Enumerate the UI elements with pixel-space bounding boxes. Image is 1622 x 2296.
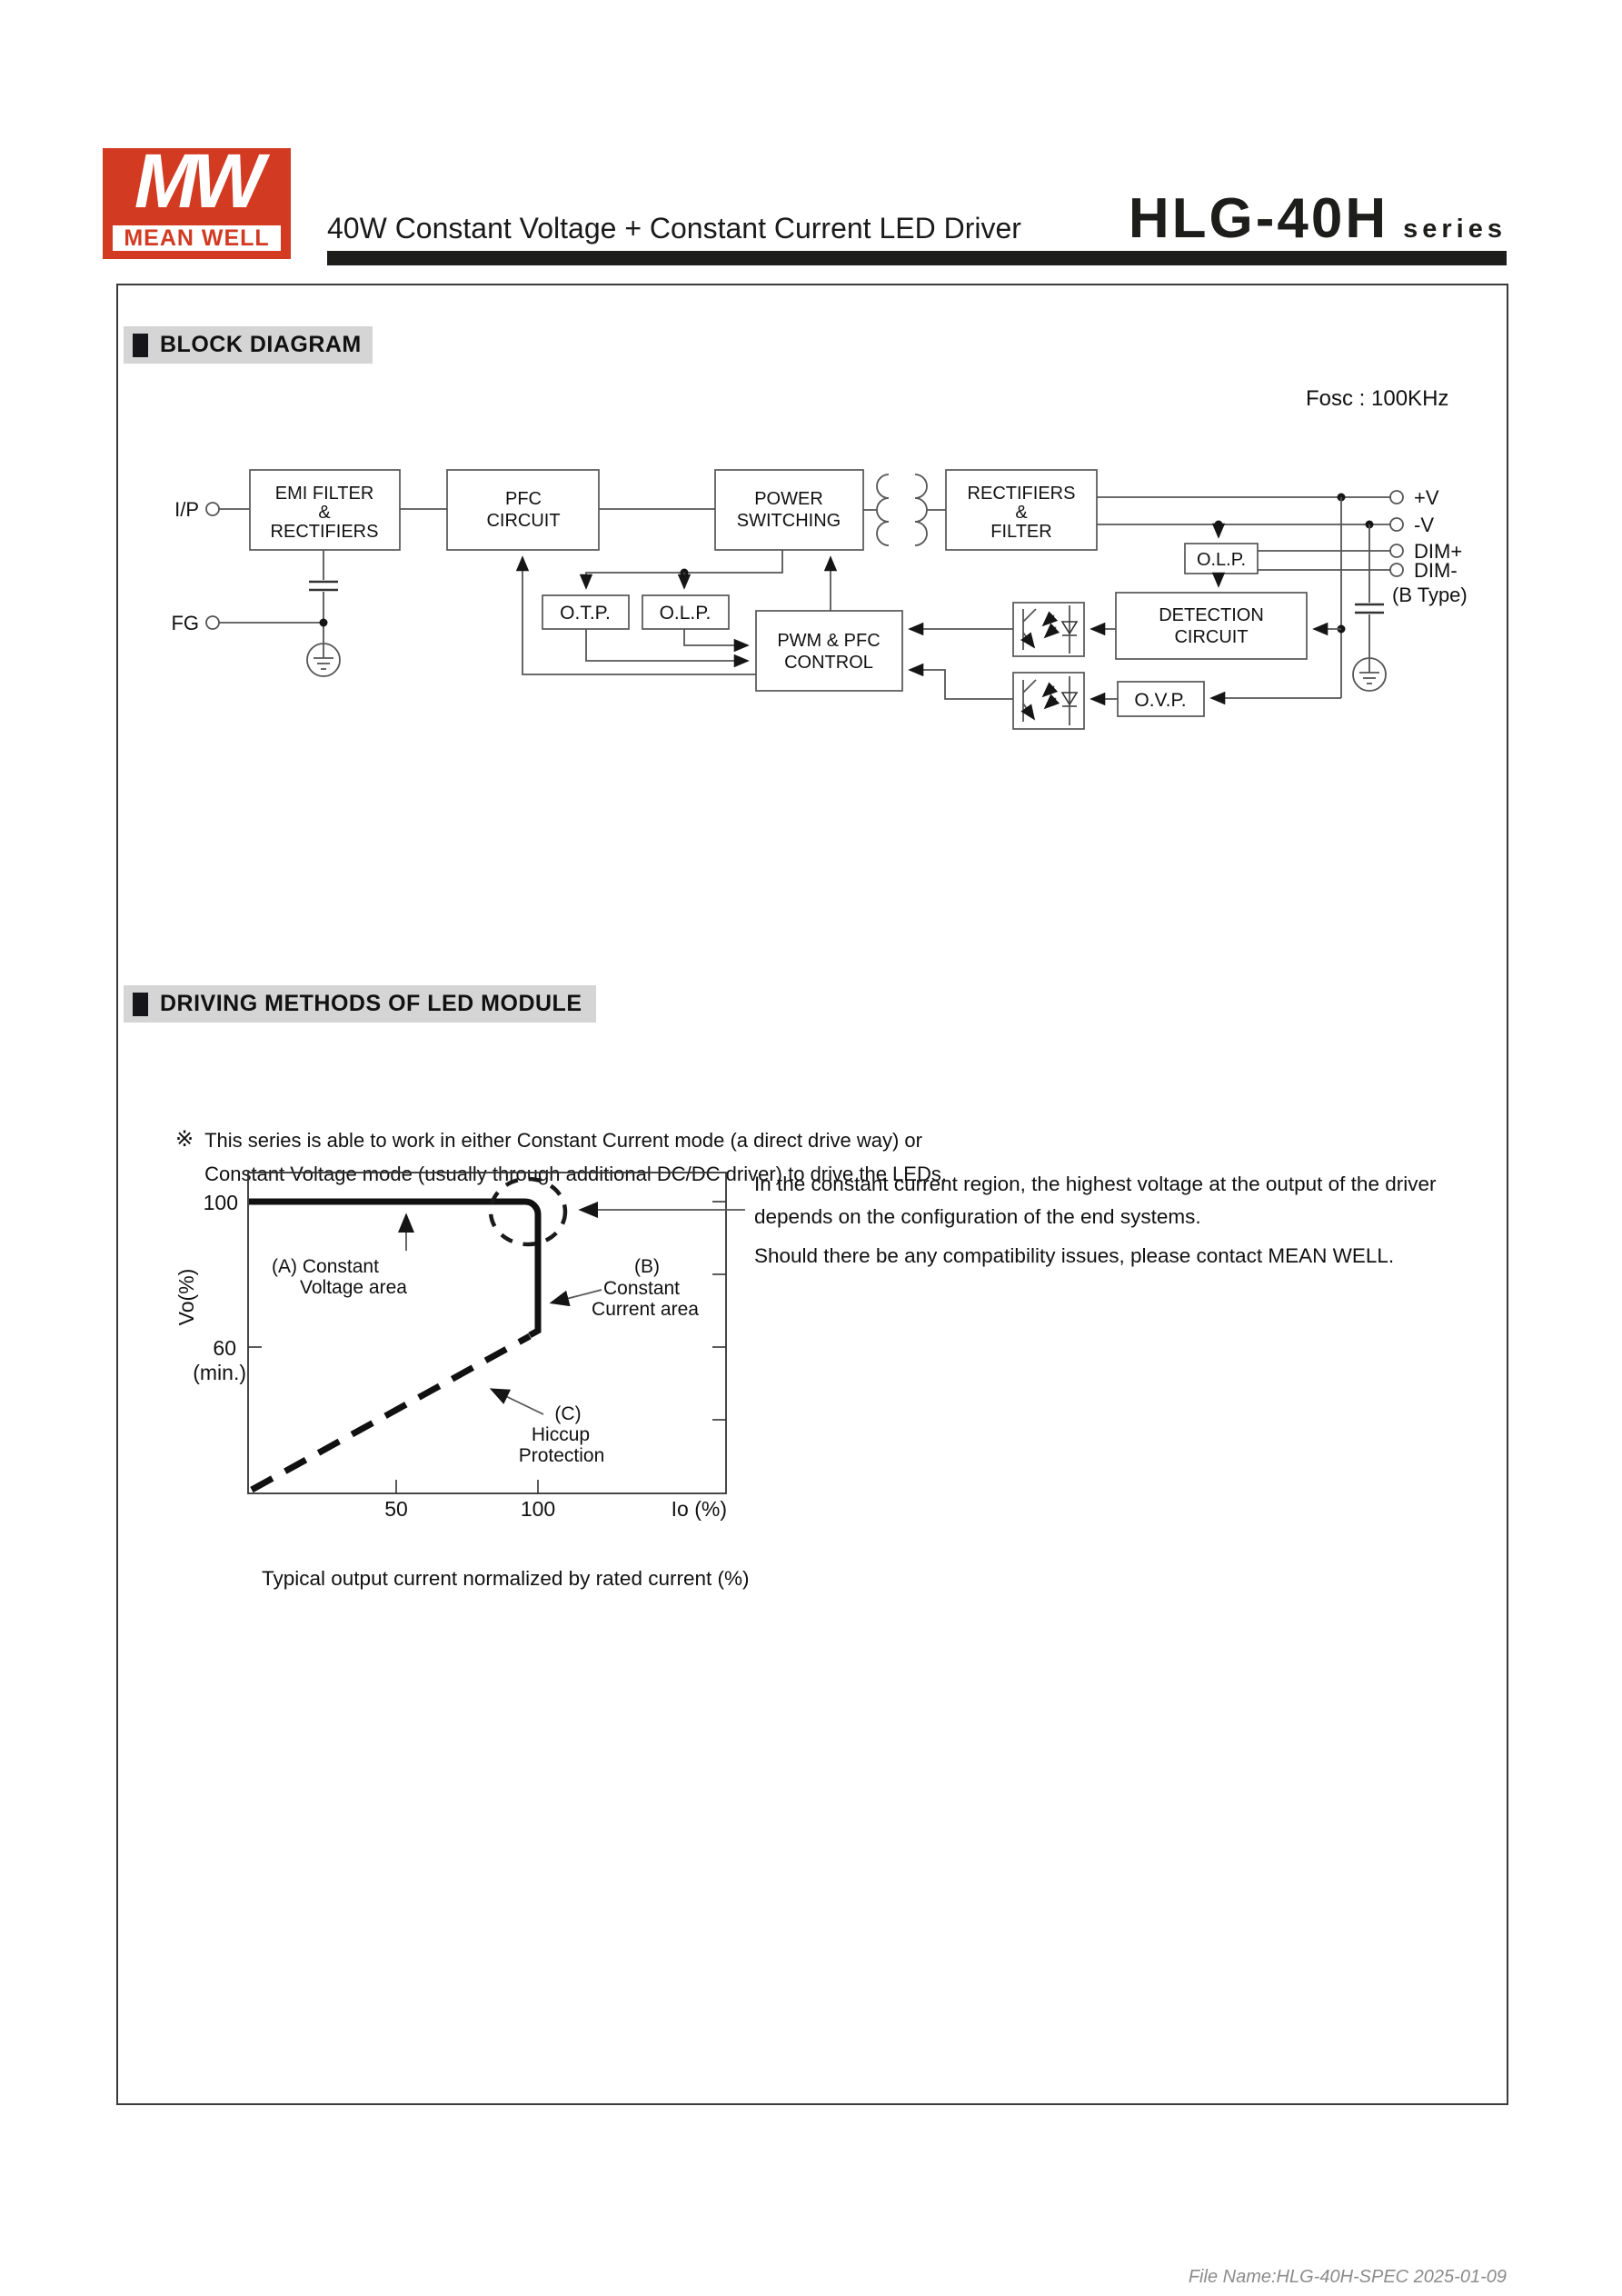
svg-text:O.L.P.: O.L.P.: [1196, 550, 1247, 570]
detection-circuit-box: [1116, 593, 1307, 659]
y-axis-label: Vo(%): [174, 1268, 198, 1326]
ip-label: I/P: [174, 498, 199, 521]
output-ground-icon: [1353, 658, 1386, 691]
section-title: DRIVING METHODS OF LED MODULE: [160, 991, 582, 1016]
section-bullet-icon: [133, 993, 148, 1016]
protection-feed-lines: [586, 550, 782, 588]
ytick-60: 60: [213, 1336, 236, 1360]
annotation-b-line1: (B): [634, 1256, 660, 1277]
section-header-driving-methods: [124, 985, 596, 1023]
model-series-title: [1086, 186, 1507, 251]
corner-highlight-circle: [491, 1179, 565, 1244]
footer-filename: File Name:HLG-40H-SPEC 2025-01-09: [1188, 2267, 1507, 2287]
annotation-a-line2: Voltage area: [300, 1277, 407, 1298]
ovp-box: [1118, 682, 1204, 716]
section-title: BLOCK DIAGRAM: [160, 332, 362, 357]
dim-plus-label: DIM+: [1414, 540, 1463, 563]
pwm-pfc-control-box: [756, 611, 902, 691]
ytick-100: 100: [203, 1191, 238, 1214]
output-capacitor-icon: [1355, 524, 1384, 658]
note-marker: ※: [175, 1127, 194, 1152]
logo-brand-text: MEAN WELL: [124, 225, 270, 251]
emi-filter-box: [250, 470, 400, 550]
series-label: series: [1403, 215, 1507, 244]
annotation-c-line2: Hiccup: [531, 1424, 591, 1445]
fg-label: FG: [171, 612, 199, 634]
annotation-b-line3: Current area: [592, 1299, 699, 1320]
paragraph-line-2: depends on the configuration of the end systems.: [754, 1205, 1201, 1228]
page-title: 40W Constant Voltage + Constant Current LED Driver: [327, 212, 1021, 245]
xtick-50: 50: [384, 1497, 408, 1521]
svg-text:O.T.P.: O.T.P.: [560, 603, 611, 624]
svg-text:PFC: PFC: [505, 489, 542, 509]
transformer-icon: [863, 474, 946, 545]
logo-strip: [113, 225, 281, 251]
logo-mw-letters: MW: [134, 138, 260, 224]
optocoupler-top-icon: [1013, 603, 1084, 656]
svg-text:RECTIFIERS: RECTIFIERS: [270, 522, 379, 542]
svg-text:CONTROL: CONTROL: [784, 653, 873, 673]
olp-right-box: [1185, 544, 1258, 574]
fosc-label: Fosc : 100KHz: [1306, 386, 1449, 411]
dim-minus-label: DIM-: [1414, 559, 1458, 582]
input-terminal: [174, 498, 250, 521]
meanwell-logo: [103, 138, 291, 259]
svg-text:CIRCUIT: CIRCUIT: [486, 511, 561, 531]
annotation-c-line3: Protection: [518, 1445, 605, 1466]
olp-left-box: [642, 595, 729, 629]
constant-current-paragraph: [754, 1173, 1445, 1268]
rectifiers-filter-box: [946, 470, 1097, 550]
xtick-100: 100: [520, 1497, 556, 1521]
v-minus-label: -V: [1414, 514, 1434, 536]
model-name: HLG-40H: [1128, 187, 1389, 250]
svg-text:EMI FILTER: EMI FILTER: [274, 484, 374, 504]
ytick-min: (min.): [193, 1361, 246, 1384]
svg-text:DETECTION: DETECTION: [1159, 605, 1264, 625]
wire-olp-pwm: [684, 629, 748, 645]
otp-box: [542, 595, 629, 629]
annotation-c-line1: (C): [554, 1403, 582, 1424]
arrow-c: [493, 1390, 543, 1414]
wire-opto-pwm-bottom: [910, 670, 1013, 699]
svg-text:FILTER: FILTER: [990, 522, 1052, 542]
section-bullet-icon: [133, 334, 148, 357]
fg-capacitor-icon: [309, 550, 338, 644]
b-type-label: (B Type): [1392, 584, 1468, 606]
paragraph-line-1: In the constant current region, the highest voltage at the output of the driver: [754, 1173, 1437, 1195]
output-rails: [1097, 486, 1468, 606]
svg-text:RECTIFIERS: RECTIFIERS: [967, 484, 1076, 504]
hiccup-curve: [252, 1336, 530, 1490]
optocoupler-bottom-icon: [1013, 673, 1084, 729]
svg-text:&: &: [318, 503, 331, 523]
annotation-a-line1: (A) Constant: [272, 1256, 379, 1277]
cv-cc-chart: [127, 1163, 763, 1541]
svg-text:SWITCHING: SWITCHING: [736, 511, 841, 531]
note-line-1: This series is able to work in either Constant Current mode (a direct drive way) or: [204, 1129, 922, 1152]
section-header-block-diagram: [124, 326, 373, 364]
svg-text:&: &: [1015, 503, 1028, 523]
svg-text:POWER: POWER: [754, 489, 823, 509]
note-line-2: Constant Voltage mode (usually through additional DC/DC driver) to drive the LEDs.: [204, 1163, 947, 1185]
block-diagram: [111, 377, 1507, 782]
svg-text:O.L.P.: O.L.P.: [659, 603, 711, 624]
fg-ground-icon: [307, 644, 340, 676]
x-axis-label: Io (%): [671, 1497, 727, 1521]
power-switching-box: [715, 470, 863, 550]
title-divider-bar: [327, 251, 1507, 265]
annotation-b-line2: Constant: [602, 1278, 681, 1299]
svg-text:O.V.P.: O.V.P.: [1134, 690, 1187, 711]
paragraph-line-3: Should there be any compatibility issues, please contact MEAN WELL.: [754, 1244, 1395, 1267]
plot-frame: [248, 1173, 726, 1493]
fg-terminal: [171, 612, 323, 634]
pfc-circuit-box: [447, 470, 599, 550]
svg-text:CIRCUIT: CIRCUIT: [1174, 627, 1249, 647]
chart-caption: Typical output current normalized by rated current (%): [262, 1567, 750, 1590]
svg-text:PWM & PFC: PWM & PFC: [777, 631, 881, 651]
v-plus-label: +V: [1414, 486, 1439, 509]
